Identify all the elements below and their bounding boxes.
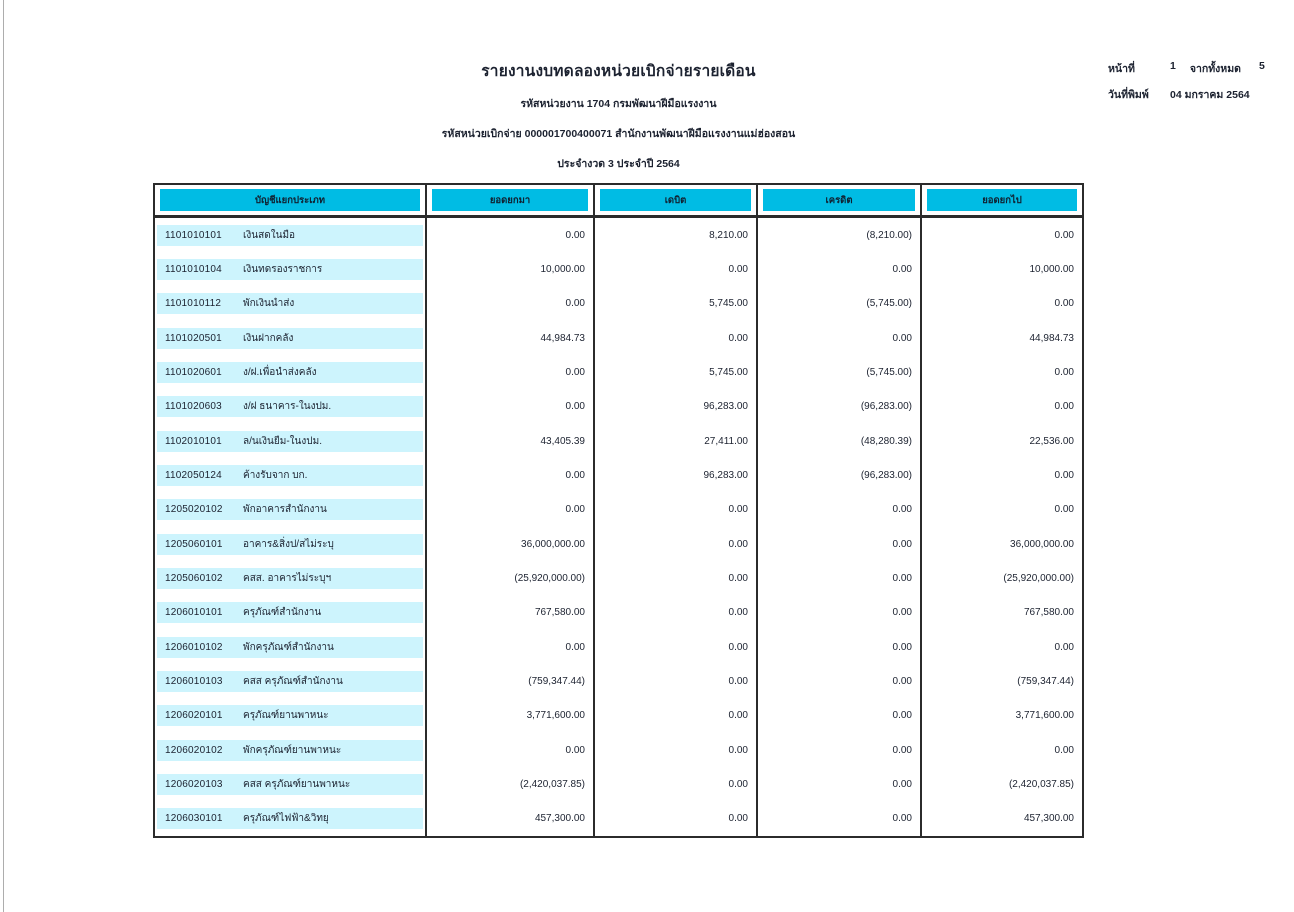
credit-value: 0.00 xyxy=(892,504,912,516)
debit-value: 0.00 xyxy=(728,263,748,275)
credit-value: (96,283.00) xyxy=(860,401,912,413)
header-label-credit: เครดิต xyxy=(763,189,915,211)
brought-forward-cell xyxy=(427,458,595,492)
debit-value: 0.00 xyxy=(728,778,748,790)
credit-value: 0.00 xyxy=(892,675,912,687)
carried-forward-value: 44,984.73 xyxy=(1029,332,1074,344)
debit-cell xyxy=(595,458,758,492)
carried-forward-value: 0.00 xyxy=(1054,744,1074,756)
account-name: ครุภัณฑ์ยานพาหนะ xyxy=(243,710,329,722)
carried-forward-value: 0.00 xyxy=(1054,504,1074,516)
account-name: เงินฝากคลัง xyxy=(243,332,294,344)
table-row xyxy=(155,802,1082,836)
account-label-band xyxy=(157,465,423,486)
debit-cell xyxy=(595,733,758,767)
brought-forward-cell xyxy=(427,767,595,801)
table-row xyxy=(155,561,1082,595)
brought-forward-value: (2,420,037.85) xyxy=(519,778,585,790)
account-name: คสส ครุภัณฑ์ยานพาหนะ xyxy=(243,778,351,790)
brought-forward-cell xyxy=(427,355,595,389)
account-label-band xyxy=(157,602,423,623)
carried-forward-cell xyxy=(922,493,1082,527)
brought-forward-cell xyxy=(427,493,595,527)
brought-forward-value: (25,920,000.00) xyxy=(514,572,585,584)
credit-value: 0.00 xyxy=(892,813,912,825)
table-row xyxy=(155,767,1082,801)
carried-forward-cell xyxy=(922,527,1082,561)
account-label-band xyxy=(157,293,423,314)
debit-cell xyxy=(595,424,758,458)
account-code: 1101020501 xyxy=(165,332,222,344)
brought-forward-cell xyxy=(427,390,595,424)
print-date: 04 มกราคม 2564 xyxy=(1170,89,1250,101)
carried-forward-value: 36,000,000.00 xyxy=(1010,538,1074,550)
carried-forward-value: 767,580.00 xyxy=(1023,607,1074,619)
debit-value: 0.00 xyxy=(728,813,748,825)
account-code: 1206020102 xyxy=(165,744,223,756)
credit-value: 0.00 xyxy=(892,710,912,722)
print-date-line xyxy=(1108,86,1278,103)
brought-forward-cell xyxy=(427,561,595,595)
credit-cell xyxy=(758,287,922,321)
page-info-block xyxy=(1108,60,1278,112)
header-cell-brought-forward xyxy=(427,185,595,215)
debit-value: 5,745.00 xyxy=(709,366,748,378)
credit-cell xyxy=(758,355,922,389)
carried-forward-value: (25,920,000.00) xyxy=(1003,572,1074,584)
table-row xyxy=(155,287,1082,321)
credit-value: 0.00 xyxy=(892,778,912,790)
carried-forward-value: 3,771,600.00 xyxy=(1015,710,1074,722)
brought-forward-value: 0.00 xyxy=(565,298,585,310)
account-cell xyxy=(155,630,427,664)
carried-forward-value: 0.00 xyxy=(1054,641,1074,653)
report-header xyxy=(153,58,1084,185)
account-label-band xyxy=(157,740,423,761)
credit-cell xyxy=(758,802,922,836)
carried-forward-cell xyxy=(922,458,1082,492)
brought-forward-value: (759,347.44) xyxy=(528,675,585,687)
carried-forward-value: 0.00 xyxy=(1054,401,1074,413)
account-name: พักเงินนำส่ง xyxy=(243,298,295,310)
debit-value: 0.00 xyxy=(728,710,748,722)
report-unit-line: รหัสหน่วยเบิกจ่าย 000001700400071 สำนักงานพัฒนาฝีมือแรงงานแม่ฮ่องสอน xyxy=(441,128,796,140)
brought-forward-value: 0.00 xyxy=(565,504,585,516)
account-cell xyxy=(155,561,427,595)
carried-forward-value: 0.00 xyxy=(1054,298,1074,310)
debit-value: 0.00 xyxy=(728,572,748,584)
carried-forward-value: (2,420,037.85) xyxy=(1008,778,1074,790)
account-code: 1101010112 xyxy=(165,298,222,310)
table-row xyxy=(155,664,1082,698)
credit-value: 0.00 xyxy=(892,538,912,550)
brought-forward-value: 3,771,600.00 xyxy=(526,710,585,722)
page-number: 1 xyxy=(1170,60,1176,72)
debit-cell xyxy=(595,699,758,733)
report-period-line: ประจำงวด 3 ประจำปี 2564 xyxy=(557,158,680,170)
brought-forward-value: 0.00 xyxy=(565,641,585,653)
account-cell xyxy=(155,493,427,527)
credit-cell xyxy=(758,218,922,252)
carried-forward-value: 22,536.00 xyxy=(1029,435,1074,447)
account-code: 1101020601 xyxy=(165,366,222,378)
account-name: คสส. อาคารไม่ระบุฯ xyxy=(243,572,332,584)
table-row xyxy=(155,699,1082,733)
account-name: เงินทดรองราชการ xyxy=(243,263,323,275)
account-cell xyxy=(155,699,427,733)
debit-cell xyxy=(595,596,758,630)
debit-cell xyxy=(595,355,758,389)
account-label-band xyxy=(157,705,423,726)
debit-cell xyxy=(595,767,758,801)
table-body xyxy=(155,218,1082,836)
brought-forward-value: 0.00 xyxy=(565,469,585,481)
account-name: ง/ฝ.เพื่อนำส่งคลัง xyxy=(243,366,317,378)
account-label-band xyxy=(157,568,423,589)
carried-forward-value: 0.00 xyxy=(1054,366,1074,378)
credit-cell xyxy=(758,699,922,733)
credit-cell xyxy=(758,767,922,801)
debit-value: 27,411.00 xyxy=(704,435,748,447)
account-code: 1102050124 xyxy=(165,469,222,481)
account-cell xyxy=(155,733,427,767)
brought-forward-value: 43,405.39 xyxy=(540,435,585,447)
header-label-carried-forward: ยอดยกไป xyxy=(927,189,1077,211)
header-label-debit: เดบิต xyxy=(600,189,751,211)
carried-forward-cell xyxy=(922,287,1082,321)
account-cell xyxy=(155,390,427,424)
of-label: จากทั้งหมด xyxy=(1189,63,1241,75)
brought-forward-value: 0.00 xyxy=(565,366,585,378)
account-label-band xyxy=(157,431,423,452)
table-row xyxy=(155,493,1082,527)
credit-value: 0.00 xyxy=(892,332,912,344)
credit-value: (96,283.00) xyxy=(860,469,912,481)
account-label-band xyxy=(157,396,423,417)
account-label-band xyxy=(157,808,423,829)
credit-value: (5,745.00) xyxy=(866,298,912,310)
debit-cell xyxy=(595,527,758,561)
header-cell-credit xyxy=(758,185,922,215)
brought-forward-value: 0.00 xyxy=(565,401,585,413)
credit-cell xyxy=(758,458,922,492)
table-header-row xyxy=(155,185,1082,218)
credit-value: (8,210.00) xyxy=(866,229,912,241)
account-cell xyxy=(155,802,427,836)
account-cell xyxy=(155,596,427,630)
brought-forward-value: 0.00 xyxy=(565,229,585,241)
carried-forward-cell xyxy=(922,767,1082,801)
carried-forward-value: (759,347.44) xyxy=(1017,675,1074,687)
print-date-label: วันที่พิมพ์ xyxy=(1108,89,1149,101)
brought-forward-cell xyxy=(427,287,595,321)
table-row xyxy=(155,527,1082,561)
debit-cell xyxy=(595,664,758,698)
carried-forward-cell xyxy=(922,561,1082,595)
debit-cell xyxy=(595,390,758,424)
brought-forward-value: 767,580.00 xyxy=(534,607,585,619)
account-name: อาคาร&สิ่งป/สไม่ระบุ xyxy=(243,538,334,550)
account-cell xyxy=(155,287,427,321)
carried-forward-cell xyxy=(922,802,1082,836)
credit-value: 0.00 xyxy=(892,744,912,756)
account-name: คสส ครุภัณฑ์สำนักงาน xyxy=(243,675,343,687)
account-name: ล/นเงินยืม-ในงปม. xyxy=(243,435,322,447)
page-edge-line xyxy=(3,0,4,912)
carried-forward-value: 0.00 xyxy=(1054,469,1074,481)
table-row xyxy=(155,458,1082,492)
carried-forward-cell xyxy=(922,355,1082,389)
account-code: 1101010104 xyxy=(165,263,222,275)
debit-value: 8,210.00 xyxy=(709,229,748,241)
carried-forward-cell xyxy=(922,630,1082,664)
carried-forward-cell xyxy=(922,424,1082,458)
table-row xyxy=(155,252,1082,286)
brought-forward-cell xyxy=(427,252,595,286)
account-label-band xyxy=(157,362,423,383)
account-code: 1206020103 xyxy=(165,778,223,790)
debit-cell xyxy=(595,561,758,595)
debit-cell xyxy=(595,802,758,836)
account-cell xyxy=(155,355,427,389)
brought-forward-value: 44,984.73 xyxy=(540,332,585,344)
credit-cell xyxy=(758,596,922,630)
account-code: 1205020102 xyxy=(165,504,223,516)
account-name: ครุภัณฑ์ไฟฟ้า&วิทยุ xyxy=(243,813,329,825)
header-cell-account xyxy=(155,185,427,215)
account-name: เงินสดในมือ xyxy=(243,229,296,241)
account-name: พักครุภัณฑ์สำนักงาน xyxy=(243,641,334,653)
credit-value: 0.00 xyxy=(892,641,912,653)
brought-forward-cell xyxy=(427,699,595,733)
debit-value: 0.00 xyxy=(728,504,748,516)
credit-cell xyxy=(758,630,922,664)
account-label-band xyxy=(157,259,423,280)
brought-forward-cell xyxy=(427,596,595,630)
table-row xyxy=(155,390,1082,424)
credit-cell xyxy=(758,424,922,458)
debit-value: 0.00 xyxy=(728,744,748,756)
carried-forward-cell xyxy=(922,252,1082,286)
header-cell-debit xyxy=(595,185,758,215)
debit-cell xyxy=(595,252,758,286)
carried-forward-cell xyxy=(922,218,1082,252)
debit-value: 0.00 xyxy=(728,538,748,550)
credit-value: (5,745.00) xyxy=(866,366,912,378)
debit-cell xyxy=(595,321,758,355)
account-label-band xyxy=(157,499,423,520)
credit-cell xyxy=(758,561,922,595)
debit-cell xyxy=(595,630,758,664)
table-row xyxy=(155,321,1082,355)
account-label-band xyxy=(157,671,423,692)
credit-value: 0.00 xyxy=(892,263,912,275)
account-code: 1206010102 xyxy=(165,641,223,653)
account-label-band xyxy=(157,774,423,795)
credit-cell xyxy=(758,321,922,355)
carried-forward-value: 0.00 xyxy=(1054,229,1074,241)
account-code: 1205060102 xyxy=(165,572,223,584)
credit-cell xyxy=(758,493,922,527)
account-name: ง/ฝ ธนาคาร-ในงปม. xyxy=(243,401,332,413)
account-name: พักครุภัณฑ์ยานพาหนะ xyxy=(243,744,342,756)
account-cell xyxy=(155,458,427,492)
carried-forward-cell xyxy=(922,699,1082,733)
account-name: ค้างรับจาก บก. xyxy=(243,469,308,481)
brought-forward-cell xyxy=(427,664,595,698)
account-code: 1206030101 xyxy=(165,813,223,825)
trial-balance-table xyxy=(153,183,1084,838)
account-cell xyxy=(155,218,427,252)
account-code: 1206010103 xyxy=(165,675,223,687)
credit-cell xyxy=(758,664,922,698)
account-label-band xyxy=(157,225,423,246)
header-label-brought-forward: ยอดยกมา xyxy=(432,189,588,211)
table-row xyxy=(155,424,1082,458)
brought-forward-cell xyxy=(427,424,595,458)
brought-forward-cell xyxy=(427,802,595,836)
brought-forward-value: 36,000,000.00 xyxy=(521,538,585,550)
carried-forward-cell xyxy=(922,390,1082,424)
account-cell xyxy=(155,321,427,355)
debit-value: 0.00 xyxy=(728,607,748,619)
account-code: 1206010101 xyxy=(165,607,223,619)
table-row xyxy=(155,596,1082,630)
brought-forward-value: 457,300.00 xyxy=(534,813,585,825)
report-title: รายงานงบทดลองหน่วยเบิกจ่ายรายเดือน xyxy=(481,63,756,80)
account-code: 1206020101 xyxy=(165,710,223,722)
debit-value: 5,745.00 xyxy=(709,298,748,310)
report-agency-line: รหัสหน่วยงาน 1704 กรมพัฒนาฝีมือแรงงาน xyxy=(520,98,717,110)
carried-forward-cell xyxy=(922,733,1082,767)
table-row xyxy=(155,630,1082,664)
brought-forward-cell xyxy=(427,218,595,252)
account-name: พักอาคารสำนักงาน xyxy=(243,504,327,516)
debit-value: 96,283.00 xyxy=(703,401,748,413)
table-row xyxy=(155,355,1082,389)
table-row xyxy=(155,218,1082,252)
carried-forward-cell xyxy=(922,664,1082,698)
account-label-band xyxy=(157,637,423,658)
brought-forward-value: 0.00 xyxy=(565,744,585,756)
brought-forward-cell xyxy=(427,527,595,561)
account-cell xyxy=(155,664,427,698)
debit-value: 96,283.00 xyxy=(703,469,748,481)
debit-cell xyxy=(595,287,758,321)
credit-cell xyxy=(758,733,922,767)
account-cell xyxy=(155,527,427,561)
credit-cell xyxy=(758,390,922,424)
credit-value: 0.00 xyxy=(892,607,912,619)
header-cell-carried-forward xyxy=(922,185,1082,215)
total-pages: 5 xyxy=(1258,60,1265,72)
account-code: 1101020603 xyxy=(165,401,222,413)
account-cell xyxy=(155,252,427,286)
debit-value: 0.00 xyxy=(728,641,748,653)
debit-cell xyxy=(595,493,758,527)
page-label: หน้าที่ xyxy=(1108,63,1135,75)
brought-forward-cell xyxy=(427,321,595,355)
account-name: ครุภัณฑ์สำนักงาน xyxy=(243,607,322,619)
account-code: 1102010101 xyxy=(165,435,222,447)
brought-forward-cell xyxy=(427,733,595,767)
account-code: 1101010101 xyxy=(165,229,222,241)
brought-forward-cell xyxy=(427,630,595,664)
carried-forward-value: 457,300.00 xyxy=(1023,813,1074,825)
carried-forward-value: 10,000.00 xyxy=(1029,263,1074,275)
account-code: 1205060101 xyxy=(165,538,223,550)
carried-forward-cell xyxy=(922,321,1082,355)
brought-forward-value: 10,000.00 xyxy=(540,263,585,275)
credit-cell xyxy=(758,527,922,561)
debit-value: 0.00 xyxy=(728,675,748,687)
account-label-band xyxy=(157,534,423,555)
header-label-account: บัญชีแยกประเภท xyxy=(160,189,420,211)
debit-cell xyxy=(595,218,758,252)
page-number-line xyxy=(1108,60,1278,77)
credit-cell xyxy=(758,252,922,286)
account-cell xyxy=(155,767,427,801)
table-row xyxy=(155,733,1082,767)
account-label-band xyxy=(157,328,423,349)
carried-forward-cell xyxy=(922,596,1082,630)
credit-value: (48,280.39) xyxy=(860,435,912,447)
credit-value: 0.00 xyxy=(892,572,912,584)
debit-value: 0.00 xyxy=(728,332,748,344)
account-cell xyxy=(155,424,427,458)
